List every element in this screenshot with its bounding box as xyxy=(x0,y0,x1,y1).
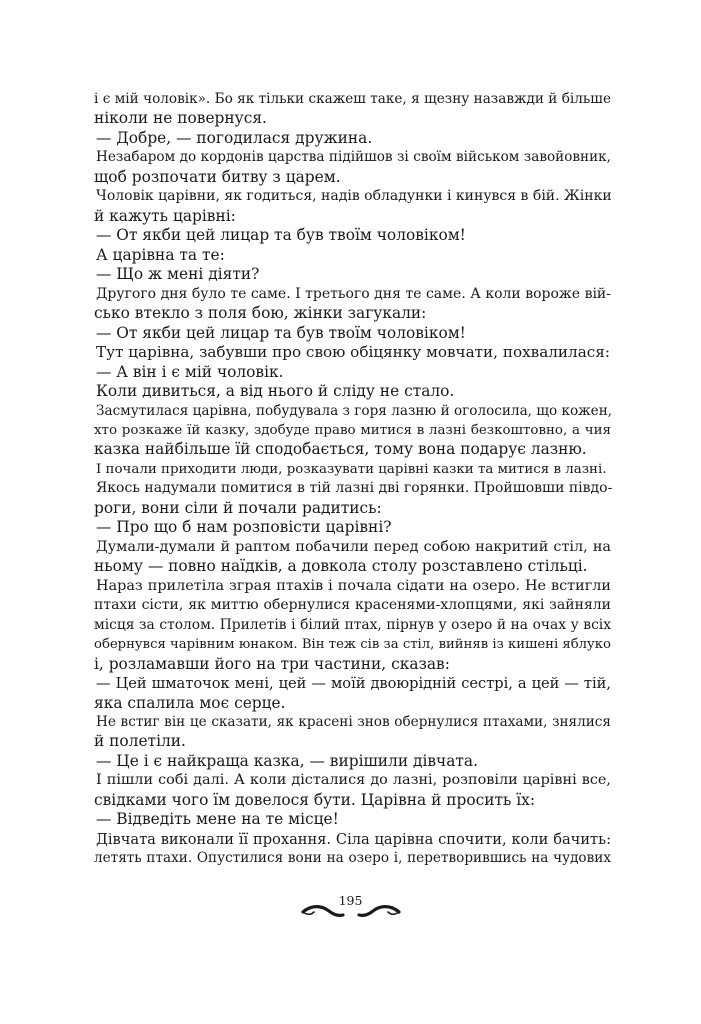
text-line: — От якби цей лицар та був твоїм чоловіком! xyxy=(96,323,466,342)
text-line: — Це і є найкраща казка, — вирішили дівчата. xyxy=(96,751,478,770)
text-line: й полетіли. xyxy=(94,732,186,751)
text-line: ніколи не повернуся. xyxy=(94,109,267,128)
text-line: яка спалила моє серце. xyxy=(94,693,286,712)
text-line: місця за столом. Прилетів і білий птах, пірнув у озеро й на очах у всіх xyxy=(94,616,611,633)
page-number: 195 xyxy=(338,893,363,908)
text-line: Нараз прилетіла зграя птахів і почала сідати на озеро. Не встигли xyxy=(96,577,611,594)
text-line: Якось надумали помитися в тій лазні дві горянки. Пройшовши півдо- xyxy=(96,480,613,497)
text-line: Другого дня було те саме. І третього дня те саме. А коли вороже вій- xyxy=(96,285,611,302)
text-line: А царівна та те: xyxy=(96,245,225,264)
text-line: — Добре, — погодилася дружина. xyxy=(96,128,373,147)
text-line: летять птахи. Опустилися вони на озеро і, перетворившись на чудових xyxy=(94,850,611,867)
text-line: Думали-думали й раптом побачили перед собою накритий стіл, на xyxy=(96,538,611,555)
text-line: — Відведіть мене на те місце! xyxy=(96,810,339,829)
text-line: свідками чого їм довелося бути. Царівна й просить їх: xyxy=(94,790,536,809)
text-line: Коли дивиться, а від нього й сліду не стало. xyxy=(96,382,455,401)
text-line: — От якби цей лицар та був твоїм чоловіком! xyxy=(96,226,466,245)
text-line: Дівчата виконали її прохання. Сіла царівна спочити, коли бачить: xyxy=(96,830,611,848)
text-line: Засмутилася царівна, побудувала з горя лазню й оголосила, що кожен, xyxy=(96,402,613,419)
text-line: обернувся чарівним юнаком. Він теж сів за стіл, вийняв із кишені яблуко xyxy=(94,637,611,653)
text-line: — Цей шматочок мені, цей — моїй двоюрідній сестрі, а цей — тій, xyxy=(96,675,611,693)
text-line: Не встиг він це сказати, як красені знов обернулися птахами, знялися xyxy=(96,714,611,730)
text-line: й кажуть царівні: xyxy=(94,206,236,225)
text-line: Чоловік царівни, як годиться, надів обладунки і кинувся в бій. Жінки xyxy=(96,188,612,205)
text-line: І пішли собі далі. А коли дісталися до лазні, розповіли царівні все, xyxy=(96,772,611,789)
page-footer xyxy=(0,893,701,923)
text-line: щоб розпочати битву з царем. xyxy=(94,167,341,186)
text-line: — А він і є мій чоловік. xyxy=(96,362,284,381)
text-line: Тут царівна, забувши про свою обіцянку мовчати, похвалилася: xyxy=(96,343,610,362)
text-line: і, розламавши його на три частини, сказав: xyxy=(94,654,450,673)
text-line: роги, вони сіли й почали радитись: xyxy=(94,498,382,517)
text-line: ньому — повно наїдків, а довкола столу розставлено стільці. xyxy=(94,557,588,576)
text-line: хто розкаже їй казку, здобуде право митися в лазні безкоштовно, а чия xyxy=(94,422,611,438)
text-line: казка найбільше їй сподобається, тому вона подарує лазню. xyxy=(94,440,587,459)
text-line: птахи сісти, як миттю обернулися красенями-хлопцями, які зайняли xyxy=(94,597,611,614)
text-line: і є мій чоловік». Бо як тільки скажеш таке, я щезну назавжди й більше xyxy=(94,91,611,107)
text-line: Незабаром до кордонів царства підійшов зі своїм військом завойовник, xyxy=(96,149,611,166)
text-line: І почали приходити люди, розказувати царівні казки та митися в лазні. xyxy=(96,461,607,477)
text-line: — Про що б нам розповісти царівні? xyxy=(96,518,392,537)
text-block xyxy=(94,90,611,869)
text-line: сько втекло з поля бою, жінки загукали: xyxy=(94,304,427,323)
text-line: — Що ж мені діяти? xyxy=(96,265,260,284)
